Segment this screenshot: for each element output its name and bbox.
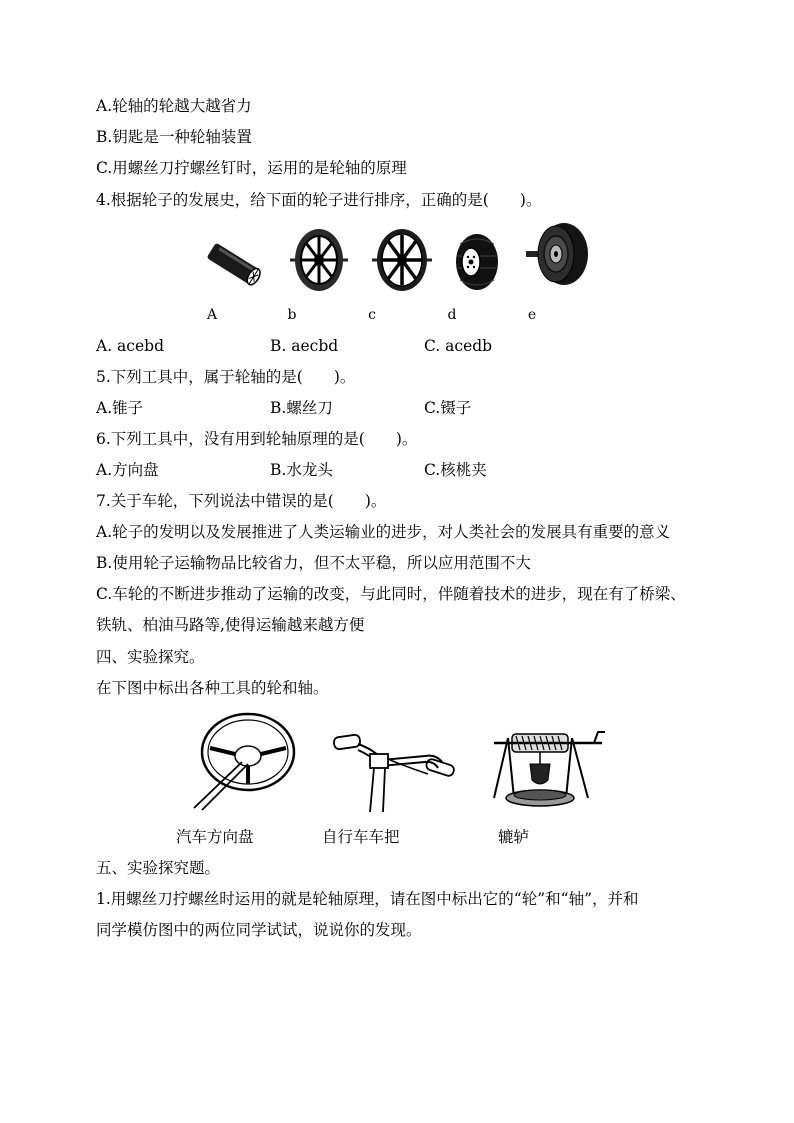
tool-label-windlass: 辘轳: [498, 828, 530, 846]
q6-stem: 6.下列工具中，没有用到轮轴原理的是( )。: [96, 430, 418, 448]
q7-option-c: C.车轮的不断进步推动了运输的改变，与此同时，伴随着技术的进步，现在有了桥梁、: [96, 585, 686, 603]
q5-option-a: A.锥子: [96, 399, 144, 417]
tool-label-handlebar: 自行车车把: [322, 828, 400, 846]
q6-option-c: C.核桃夹: [424, 461, 487, 479]
steering-wheel-image: [190, 706, 300, 812]
tool-label-steering-wheel: 汽车方向盘: [176, 828, 254, 846]
q3-option-c: C.用螺丝刀拧螺丝钉时，运用的是轮轴的原理: [96, 159, 407, 177]
section4-heading: 四、实验探究。: [96, 648, 205, 666]
wheel-label-b: b: [287, 307, 297, 323]
q4-option-c: C. acedb: [424, 337, 493, 355]
q6-option-a: A.方向盘: [96, 461, 159, 479]
wheel-label-a: A: [206, 307, 218, 323]
q7-option-a: A.轮子的发明以及发展推进了人类运输业的进步，对人类社会的发展具有重要的意义: [96, 523, 671, 541]
wheel-e-modern-image: [526, 221, 590, 287]
q3-option-b: B.钥匙是一种轮轴装置: [96, 128, 252, 146]
wheel-a-log-image: [205, 240, 265, 290]
q4-option-b: B. aecbd: [270, 337, 339, 355]
bicycle-handlebar-image: [330, 728, 462, 812]
section5-q1-line1: 1.用螺丝刀拧螺丝时运用的就是轮轴原理，请在图中标出它的“轮”和“轴”，并和: [96, 890, 639, 908]
section4-instruction: 在下图中标出各种工具的轮和轴。: [96, 679, 329, 697]
windlass-image: [488, 728, 608, 814]
wheel-label-e: e: [527, 307, 537, 323]
q4-option-a: A. acebd: [96, 337, 164, 355]
wheel-label-c: c: [368, 307, 376, 323]
q6-option-b: B.水龙头: [270, 461, 333, 479]
q3-option-a: A.轮轴的轮越大越省力: [96, 97, 252, 115]
q5-option-b: B.螺丝刀: [270, 399, 333, 417]
q7-option-b: B.使用轮子运输物品比较省力，但不太平稳，所以应用范围不大: [96, 554, 531, 572]
wheel-label-d: d: [447, 307, 457, 323]
wheel-b-spoked-image: [290, 224, 348, 296]
section5-q1-line2: 同学模仿图中的两位同学试试，说说你的发现。: [96, 921, 422, 939]
q5-option-c: C.镊子: [424, 399, 472, 417]
section5-heading: 五、实验探究题。: [96, 859, 221, 877]
q7-stem: 7.关于车轮，下列说法中错误的是( )。: [96, 492, 387, 510]
wheel-c-spoked-image: [372, 224, 432, 296]
q5-stem: 5.下列工具中，属于轮轴的是( )。: [96, 368, 356, 386]
q7-option-c-continued: 铁轨、柏油马路等,使得运输越来越方便: [96, 616, 365, 634]
q4-stem: 4.根据轮子的发展史，给下面的轮子进行排序，正确的是( )。: [96, 191, 542, 209]
wheel-d-tire-image: [454, 232, 500, 292]
